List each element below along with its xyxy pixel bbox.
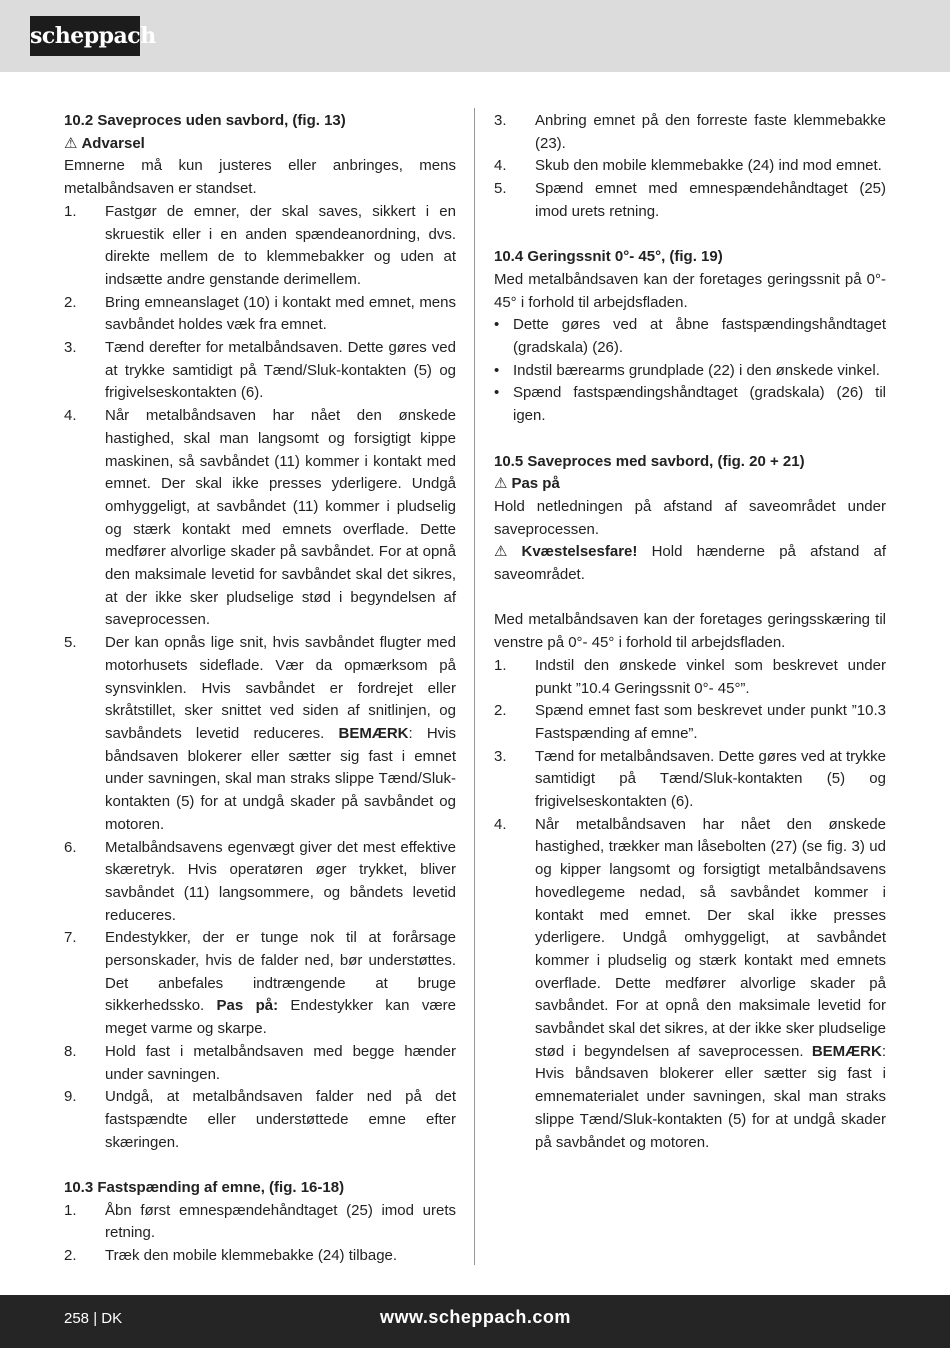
item-number: 5. xyxy=(494,180,507,198)
website-link[interactable]: www.scheppach.com xyxy=(380,1307,571,1327)
warning-label: Advarsel xyxy=(81,134,145,152)
item-number: 1. xyxy=(64,1201,77,1219)
bullet-text: Spænd fastspændingshåndtaget (gradskala) (26) til igen. xyxy=(513,384,886,425)
list-item xyxy=(64,1200,456,1245)
list-item xyxy=(64,201,456,292)
caution-label: Pas på xyxy=(511,475,560,493)
warning-line xyxy=(64,133,456,156)
note-label: BEMÆRK xyxy=(338,724,409,742)
spacer xyxy=(494,587,886,610)
bullet-text: Indstil bærearms grundplade (22) i den ønskede vinkel. xyxy=(513,361,880,379)
list-item xyxy=(494,700,886,745)
item-text: Spænd emnet fast som beskrevet under punkt ”10.3 Fastspænding af emne”. xyxy=(535,702,886,742)
note-label: BEMÆRK xyxy=(811,1042,882,1060)
section-heading-10-5: 10.5 Saveproces med savbord, (fig. 20 + 21) xyxy=(494,452,805,470)
item-text: Der kan opnås lige snit, hvis savbåndet flugter med motorhusets sideflade. Vær da opmærksom på synsvinklen. Hvis savbåndet er fordrejet eller skråtstillet, sker snittet ved siden af snitlinjen, og savbåndets levetid reduceres. xyxy=(105,634,456,742)
list-item xyxy=(494,155,886,178)
bullet-icon: • xyxy=(494,361,500,379)
bullet-item xyxy=(494,314,886,359)
injury-text: Hold hænderne på afstand af saveområdet. xyxy=(494,543,886,584)
left-column xyxy=(64,110,456,1268)
item-number: 2. xyxy=(64,1247,77,1265)
list-item xyxy=(494,814,886,1155)
caution-line xyxy=(494,473,886,496)
item-number: 2. xyxy=(64,293,77,311)
list-item xyxy=(64,337,456,405)
column-divider xyxy=(474,108,475,1265)
item-text: Skub den mobile klemmebakke (24) ind mod emnet. xyxy=(535,157,882,175)
list-item xyxy=(494,110,886,155)
item-number: 9. xyxy=(64,1088,77,1106)
footer-band xyxy=(0,1295,950,1348)
caution-label: Pas på: xyxy=(216,997,279,1015)
bullet-text: Dette gøres ved at åbne fastspændingshåndtaget (gradskala) (26). xyxy=(513,316,886,357)
item-text: Anbring emnet på den forreste faste klemmebakke (23). xyxy=(535,112,886,152)
item-number: 2. xyxy=(494,702,507,720)
section-heading-10-3: 10.3 Fastspænding af emne, (fig. 16-18) xyxy=(64,1179,345,1197)
item-text: Tænd derefter for metalbåndsaven. Dette gøres ved at trykke samtidigt på Tænd/Sluk-kontakten (5) og frigivelseskontakten (6). xyxy=(105,339,456,402)
item-text: Indstil den ønskede vinkel som beskrevet under punkt ”10.4 Geringssnit 0°- 45°”. xyxy=(535,656,886,697)
caution-text: Hold netledningen på afstand af saveområdet under saveprocessen. xyxy=(494,497,886,538)
list-item xyxy=(64,1245,456,1268)
injury-warning xyxy=(494,541,886,586)
item-text: : Hvis båndsaven blokerer eller sætter sig fast i emnet under savningen, skal man straks slippe Tænd/Sluk-kontakten (5) for at undgå skader på savbåndet og motoren. xyxy=(105,724,457,833)
item-number: 3. xyxy=(494,747,507,765)
item-text: Når metalbåndsaven har nået den ønskede hastighed, skal man langsomt og forsigtigt kippe maskinen, så savbåndet (11) kommer i kontakt med emnet. Der skal ikke presses yderligere. Undgå omhyggeligt, at savbåndet (11) kommer i pludselig og stærk kontakt med emnets overflade. Dette medfører alvorlige skader på savbåndet. For at opnå den maksimale levetid for savbåndet skal det sikres, at der ikke sker pludselige stød i begyndelsen af saveprocessen. xyxy=(105,407,456,629)
bullet-icon: • xyxy=(494,384,500,402)
list-item xyxy=(64,1041,456,1086)
list-item xyxy=(494,746,886,814)
item-number: 4. xyxy=(494,815,507,833)
list-item xyxy=(64,632,456,836)
spacer xyxy=(494,224,886,247)
item-text: Åbn først emnespændehåndtaget (25) imod urets retning. xyxy=(105,1201,456,1242)
page-number: 258 | DK xyxy=(64,1310,123,1327)
warning-icon: ⚠ xyxy=(494,543,518,561)
item-text: Fastgør de emner, der skal saves, sikkert i en skruestik eller i en anden spændeanordning, dvs. direkte mellem de to klemmebakker og uden at indsætte andre genstande derimellem. xyxy=(105,202,456,288)
spacer xyxy=(64,1154,456,1177)
item-text: Når metalbåndsaven har nået den ønskede hastighed, trækker man låsebolten (27) (se fig. 3) ud og kipper langsomt og forsigtigt metalbåndsavens hovedlegeme nedad, så savbåndet kommer i kontakt med emnet. Der skal ikke presses yderligere. Undgå omhyggeligt, at savbåndet kommer i pludselig og stærk kontakt med emnets overflade. Dette medfører alvorlige skader på savbåndet. For at opnå den maksimale levetid for savbåndet skal det sikres, at der ikke sker pludselige stød i begyndelsen af saveprocessen. xyxy=(535,815,886,1060)
list-item xyxy=(64,292,456,337)
item-text: Endestykker kan være meget varme og skarpe. xyxy=(105,997,456,1038)
list-item xyxy=(64,1086,456,1154)
item-text: Undgå, at metalbåndsaven falder ned på det fastspændte eller understøttede emne efter skæringen. xyxy=(105,1088,456,1151)
spacer xyxy=(494,428,886,451)
section-intro: Med metalbåndsaven kan der foretages geringssnit på 0°- 45° i forhold til arbejdsfladen. xyxy=(494,270,886,311)
list-item xyxy=(494,655,886,700)
item-number: 6. xyxy=(64,838,77,856)
item-text: Metalbåndsavens egenvægt giver det mest effektive skæretryk. Hvis operatøren øger trykket, bliver savbåndet (11) langsommere, og båndets levetid reduceres. xyxy=(105,838,456,924)
list-item xyxy=(64,927,456,1041)
bullet-item xyxy=(494,360,886,383)
item-text: Spænd emnet med emnespændehåndtaget (25) imod urets retning. xyxy=(535,180,886,220)
item-number: 7. xyxy=(64,929,77,947)
bullet-item xyxy=(494,382,886,427)
item-text: Tænd for metalbåndsaven. Dette gøres ved at trykke samtidigt på Tænd/Sluk-kontakten (5) og frigivelseskontakten (6). xyxy=(535,747,886,811)
warning-icon: ⚠ xyxy=(494,475,508,493)
item-number: 5. xyxy=(64,634,77,652)
brand-logo: scheppach xyxy=(30,16,140,56)
list-item xyxy=(64,837,456,928)
item-text: Træk den mobile klemmebakke (24) tilbage. xyxy=(105,1247,398,1265)
item-number: 1. xyxy=(64,202,77,220)
bullet-icon: • xyxy=(494,316,500,334)
header-band xyxy=(0,0,950,72)
section-intro: Emnerne må kun justeres eller anbringes, mens metalbåndsaven er standset. xyxy=(64,157,456,198)
item-number: 1. xyxy=(494,656,507,674)
warning-icon: ⚠ xyxy=(64,134,78,152)
section-intro: Med metalbåndsaven kan der foretages geringsskæring til venstre på 0°- 45° i forhold til arbejdsfladen. xyxy=(494,611,886,652)
item-number: 4. xyxy=(494,157,507,175)
item-number: 3. xyxy=(494,112,507,129)
item-number: 8. xyxy=(64,1042,77,1060)
list-item xyxy=(494,178,886,223)
injury-label: Kvæstelsesfare! xyxy=(521,543,638,561)
item-number: 4. xyxy=(64,407,77,425)
section-heading-10-4: 10.4 Geringssnit 0°- 45°, (fig. 19) xyxy=(494,248,723,266)
item-number: 3. xyxy=(64,339,77,357)
item-text: : Hvis båndsaven blokerer eller sætter sig fast i emnematerialet under savningen, skal man straks slippe Tænd/Sluk-kontakten (5) for at undgå skader på savbåndet og motoren. xyxy=(535,1042,886,1151)
list-item xyxy=(64,405,456,632)
section-heading-10-2: 10.2 Saveproces uden savbord, (fig. 13) xyxy=(64,112,346,129)
item-text: Bring emneanslaget (10) i kontakt med emnet, mens savbåndet holdes væk fra emnet. xyxy=(105,293,456,334)
item-text: Endestykker, der er tunge nok til at forårsage personskader, hvis de falder ned, bør understøttes. Det anbefales indtrængende at bruge sikkerhedssko. xyxy=(105,929,456,1015)
right-column xyxy=(494,110,886,1154)
item-text: Hold fast i metalbåndsaven med begge hænder under savningen. xyxy=(105,1042,456,1083)
